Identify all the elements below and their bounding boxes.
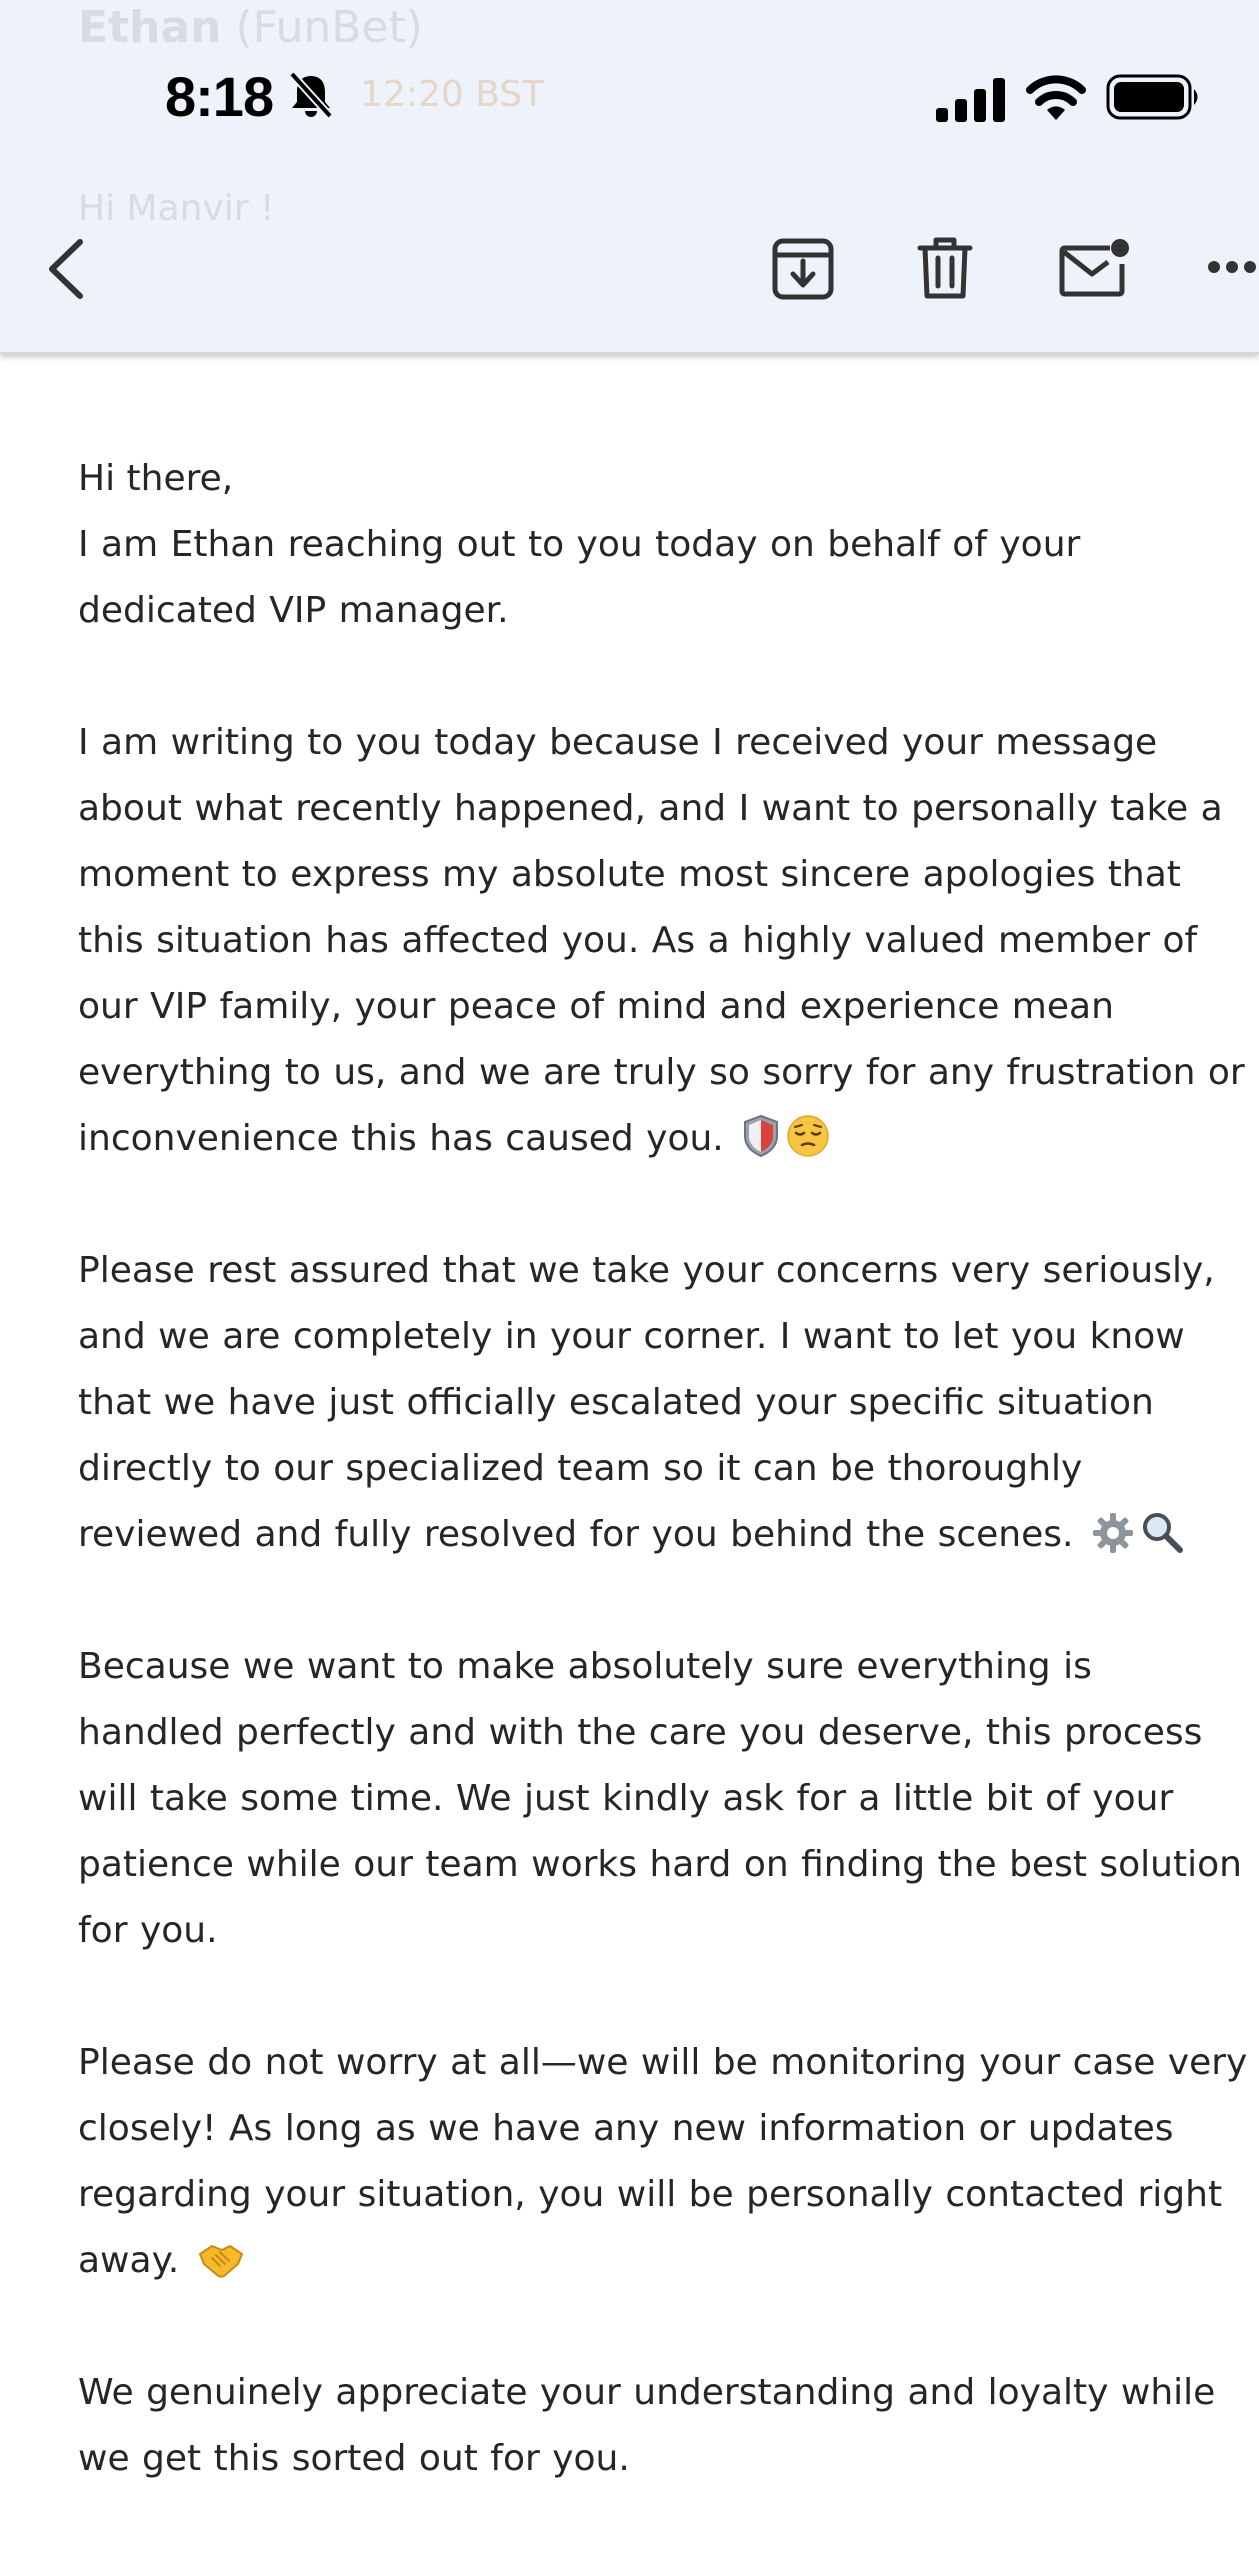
signal-icon <box>936 78 1008 122</box>
email-paragraph-1: I am Ethan reaching out to you today on behalf of your dedicated VIP manager. <box>78 524 1081 631</box>
top-bar <box>0 0 1259 354</box>
email-paragraph-4: Because we want to make absolutely sure everything is handled perfectly and with the care you deserve, this process will take some time. We just kindly ask for a little bit of your patience while our team works hard on finding the best solution for you. <box>78 1646 1242 1951</box>
mark-unread-icon[interactable] <box>1058 236 1132 302</box>
email-greeting: Hi there, <box>78 458 234 499</box>
back-chevron-icon[interactable] <box>42 234 92 304</box>
background-sender: Ethan (FunBet) <box>78 2 423 53</box>
wifi-icon <box>1025 72 1087 122</box>
email-paragraph-3: Please rest assured that we take your concerns very seriously, and we are completely in your corner. I want to let you know that we have just officially escalated your specific situation directly to our specialized team so it can be thoroughly reviewed and fully resolved for you behind the scenes. <box>78 1250 1215 1555</box>
email-body <box>78 446 1248 2558</box>
email-paragraph-5: Please do not worry at all—we will be monitoring your case very closely! As long as we have any new information or updates regarding your situation, you will be personally contacted right away. <box>78 2042 1248 2281</box>
battery-icon <box>1106 74 1202 120</box>
bell-slash-icon <box>286 70 336 120</box>
gear-icon <box>1092 1512 1134 1554</box>
magnifier-icon <box>1140 1510 1184 1554</box>
background-date: 12:20 BST <box>360 74 545 115</box>
handshake-icon <box>198 2240 244 2280</box>
archive-icon[interactable] <box>770 236 836 302</box>
background-greeting: Hi Manvir ! <box>78 188 275 229</box>
pensive-face-icon <box>786 1114 830 1158</box>
email-paragraph-6: We genuinely appreciate your understanding and loyalty while we get this sorted out for you. <box>78 2372 1216 2479</box>
more-icon[interactable] <box>1205 256 1259 278</box>
shield-icon <box>742 1114 780 1158</box>
email-paragraph-2: I am writing to you today because I received your message about what recently happened, and I want to personally take a moment to express my absolute most sincere apologies that this situation has affected you. As a highly valued member of our VIP family, your peace of mind and experience mean everything to us, and we are truly so sorry for any frustration or inconvenience this has caused you. <box>78 722 1245 1159</box>
status-time: 8:18 <box>165 65 274 128</box>
trash-icon[interactable] <box>917 236 973 302</box>
